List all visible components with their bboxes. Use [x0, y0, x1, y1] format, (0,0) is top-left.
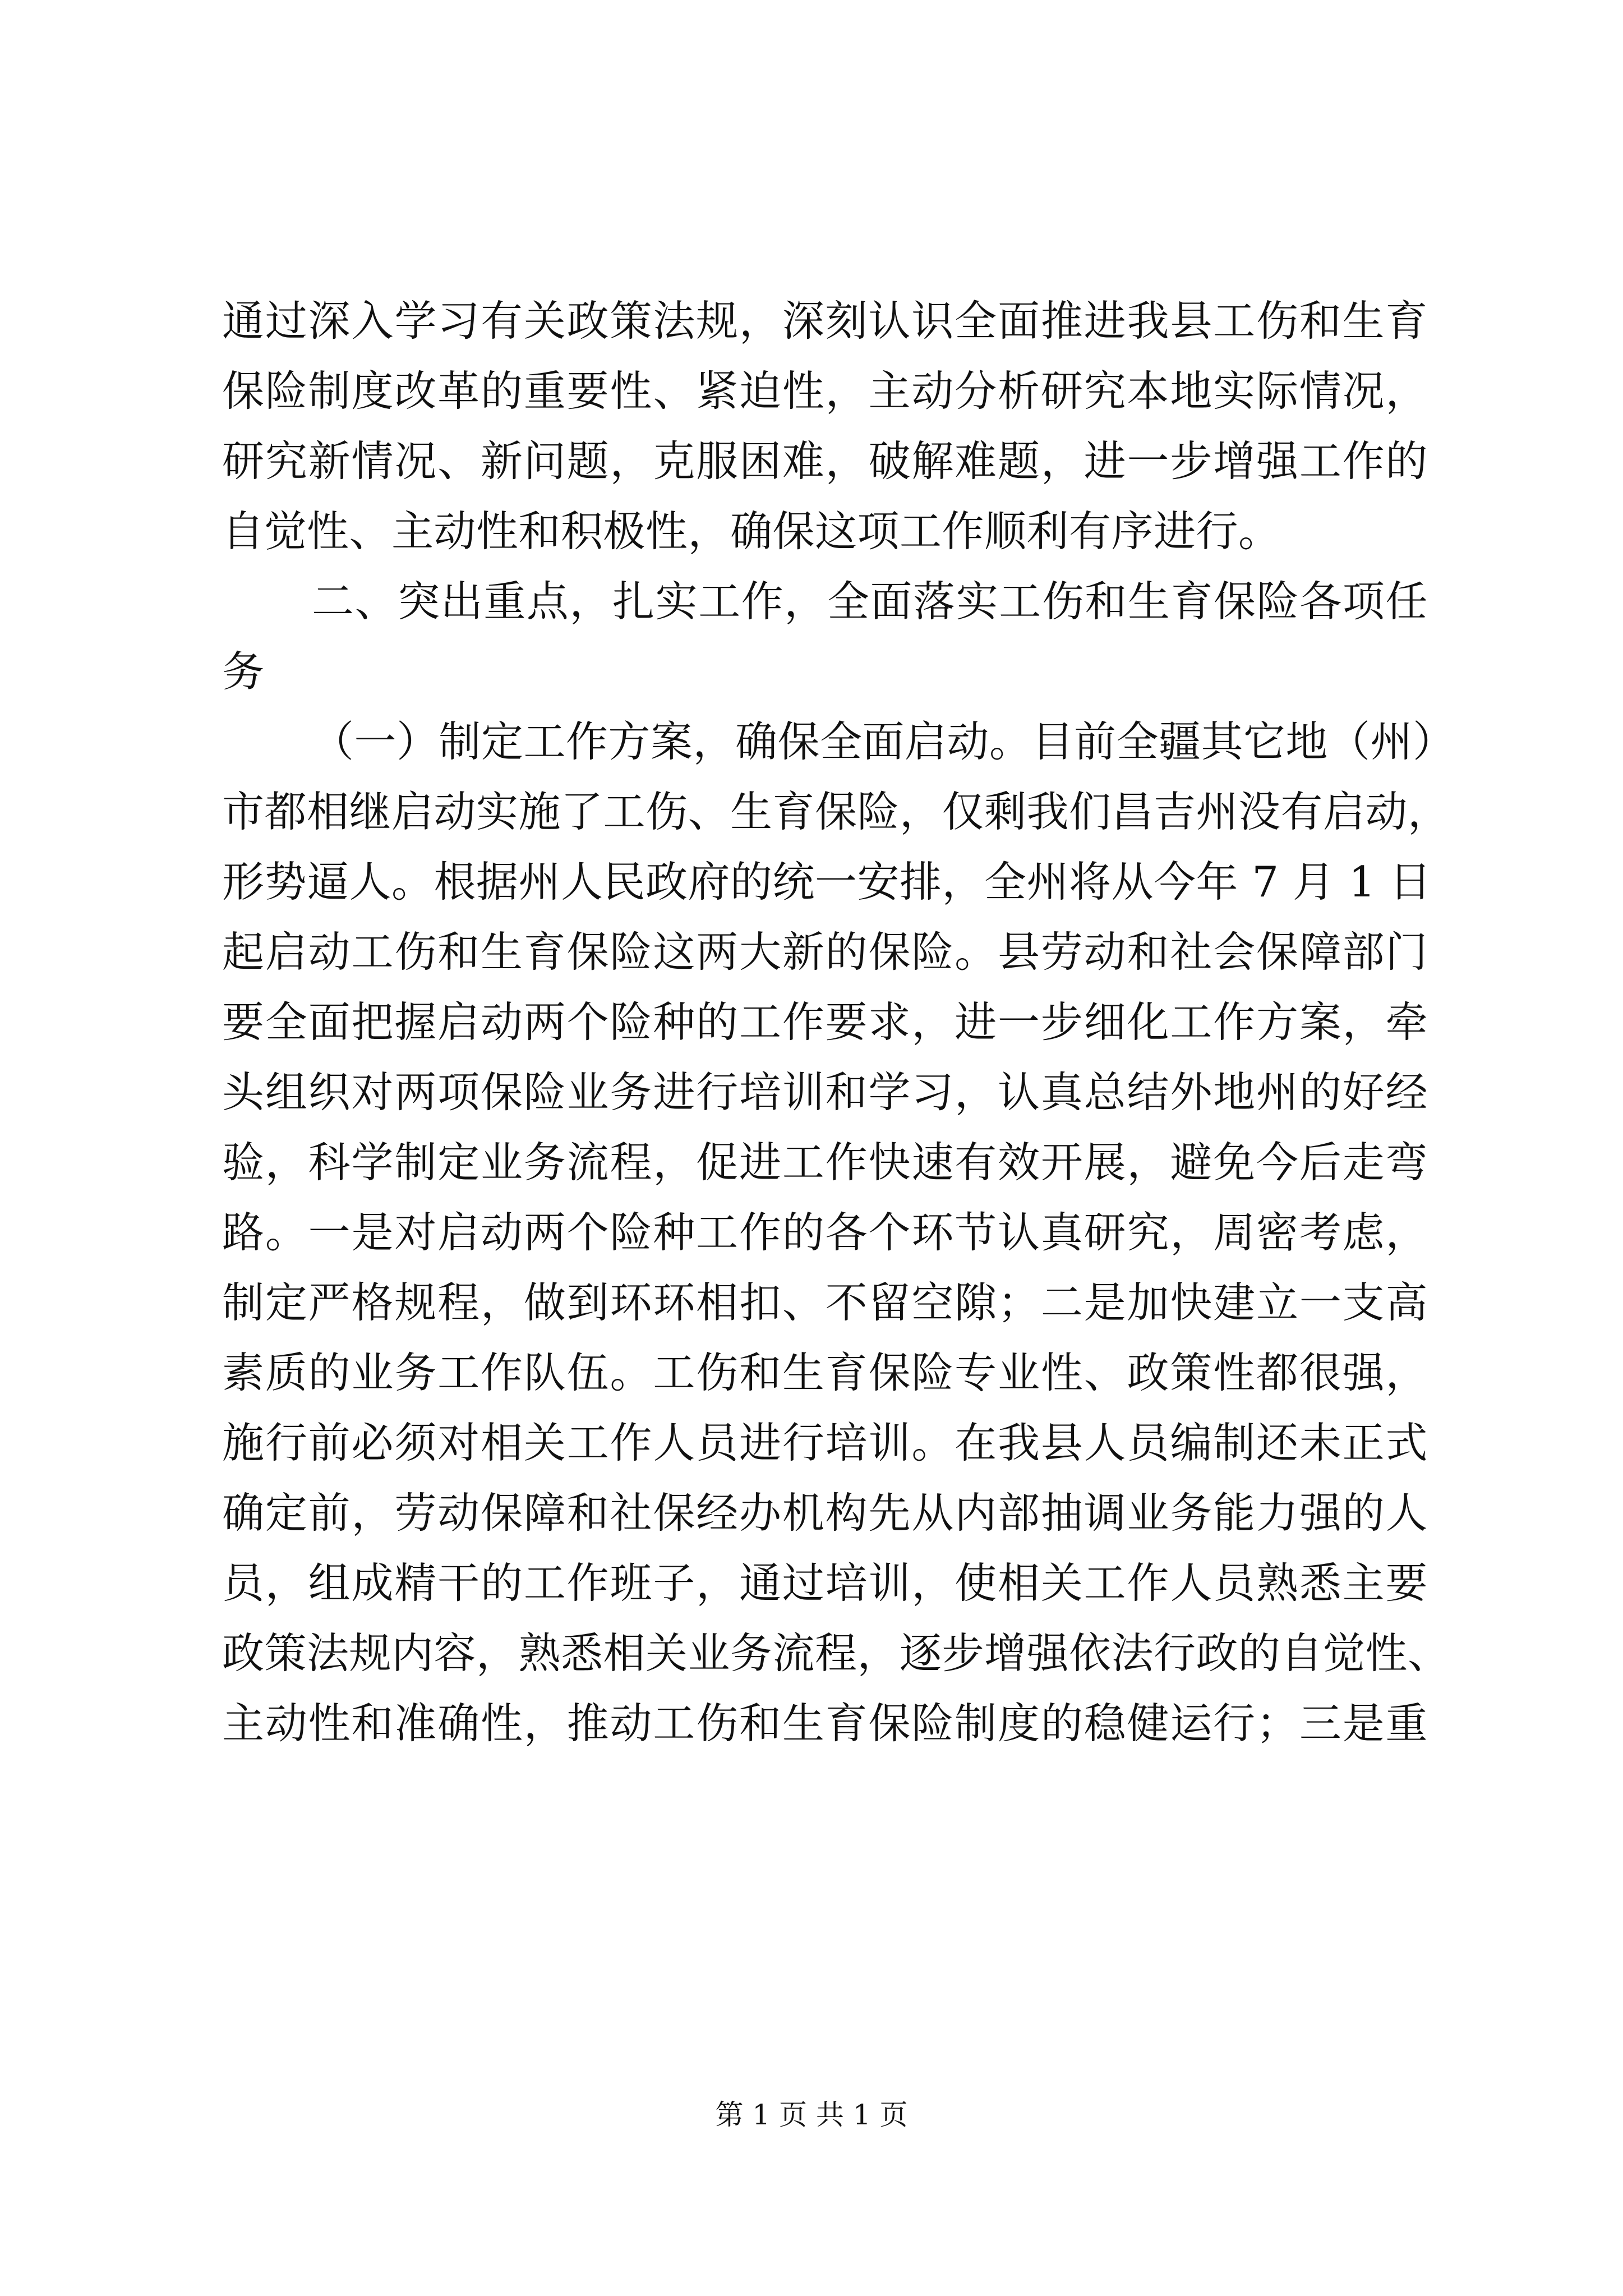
text-line: 研究新情况、新问题，克服困难，破解难题，进一步增强工作的 [222, 436, 1428, 486]
section-heading-line: 务 [222, 647, 265, 696]
text-line: 路。一是对启动两个险种工作的各个环节认真研究，周密考虑， [222, 1208, 1428, 1257]
text-line: 制定严格规程，做到环环相扣、不留空隙；二是加快建立一支高 [222, 1278, 1428, 1327]
text-line: 起启动工伤和生育保险这两大新的保险。县劳动和社会保障部门 [222, 927, 1428, 977]
text-line: 自觉性、主动性和积极性，确保这项工作顺利有序进行。 [222, 507, 1281, 556]
text-line: 通过深入学习有关政策法规，深刻认识全面推进我县工伤和生育 [222, 296, 1428, 346]
subsection-heading-line: （一）制定工作方案，确保全面启动。目前全疆其它地（州） [312, 717, 1455, 766]
page-footer: 第 1 页 共 1 页 [715, 2099, 908, 2131]
text-line: 形势逼人。根据州人民政府的统一安排，全州将从今年 7 月 1 日 [222, 857, 1432, 907]
section-heading-line: 二、突出重点，扎实工作，全面落实工伤和生育保险各项任 [312, 577, 1428, 626]
text-line: 主动性和准确性，推动工伤和生育保险制度的稳健运行；三是重 [222, 1699, 1428, 1748]
text-line: 政策法规内容，熟悉相关业务流程，逐步增强依法行政的自觉性、 [222, 1628, 1450, 1678]
text-line: 确定前，劳动保障和社保经办机构先从内部抽调业务能力强的人 [222, 1488, 1428, 1538]
text-line: 验，科学制定业务流程，促进工作快速有效开展，避免今后走弯 [222, 1138, 1428, 1187]
text-line: 头组织对两项保险业务进行培训和学习，认真总结外地州的好经 [222, 1068, 1428, 1117]
text-line: 素质的业务工作队伍。工伤和生育保险专业性、政策性都很强， [222, 1348, 1428, 1397]
text-line: 要全面把握启动两个险种的工作要求，进一步细化工作方案，牵 [222, 997, 1428, 1047]
text-line: 员，组成精干的工作班子，通过培训，使相关工作人员熟悉主要 [222, 1558, 1428, 1608]
document-body [222, 286, 1455, 1759]
text-line: 施行前必须对相关工作人员进行培训。在我县人员编制还未正式 [222, 1418, 1428, 1467]
text-line: 保险制度改革的重要性、紧迫性，主动分析研究本地实际情况， [222, 366, 1428, 416]
text-line: 市都相继启动实施了工伤、生育保险，仅剩我们昌吉州没有启动， [222, 787, 1450, 836]
